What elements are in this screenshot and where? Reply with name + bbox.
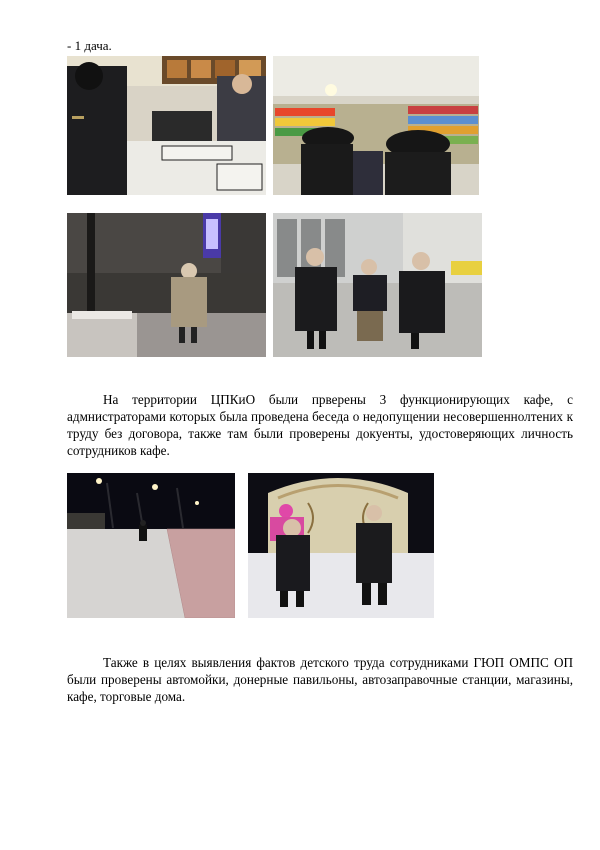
paragraph-cafe-inspection: На территории ЦПКиО были прверены 3 функционирующих кафе, с адмнистраторами которых была проведена беседа о недопущении несовершеннолтених к труду без договора, также там были проверены докуенты, удостоверяющих личность сотрудников кафе.	[67, 392, 573, 458]
photo-three-people-snow	[273, 213, 482, 357]
photo-snowy-street	[67, 473, 235, 618]
photo-building-entrance	[67, 213, 266, 357]
paragraph-child-labor-checks: Также в целях выявления фактов детского труда сотрудниками ГЮП ОМПС ОП были проверены автомойки, донерные павильоны, автозаправочные станции, магазины, кафе, торговые дома.	[67, 655, 573, 704]
photo-shop-interior	[273, 56, 479, 195]
top-line: - 1 дача.	[67, 38, 112, 53]
photo-carriage-decoration	[248, 473, 434, 618]
photo-cafe-counter	[67, 56, 266, 195]
